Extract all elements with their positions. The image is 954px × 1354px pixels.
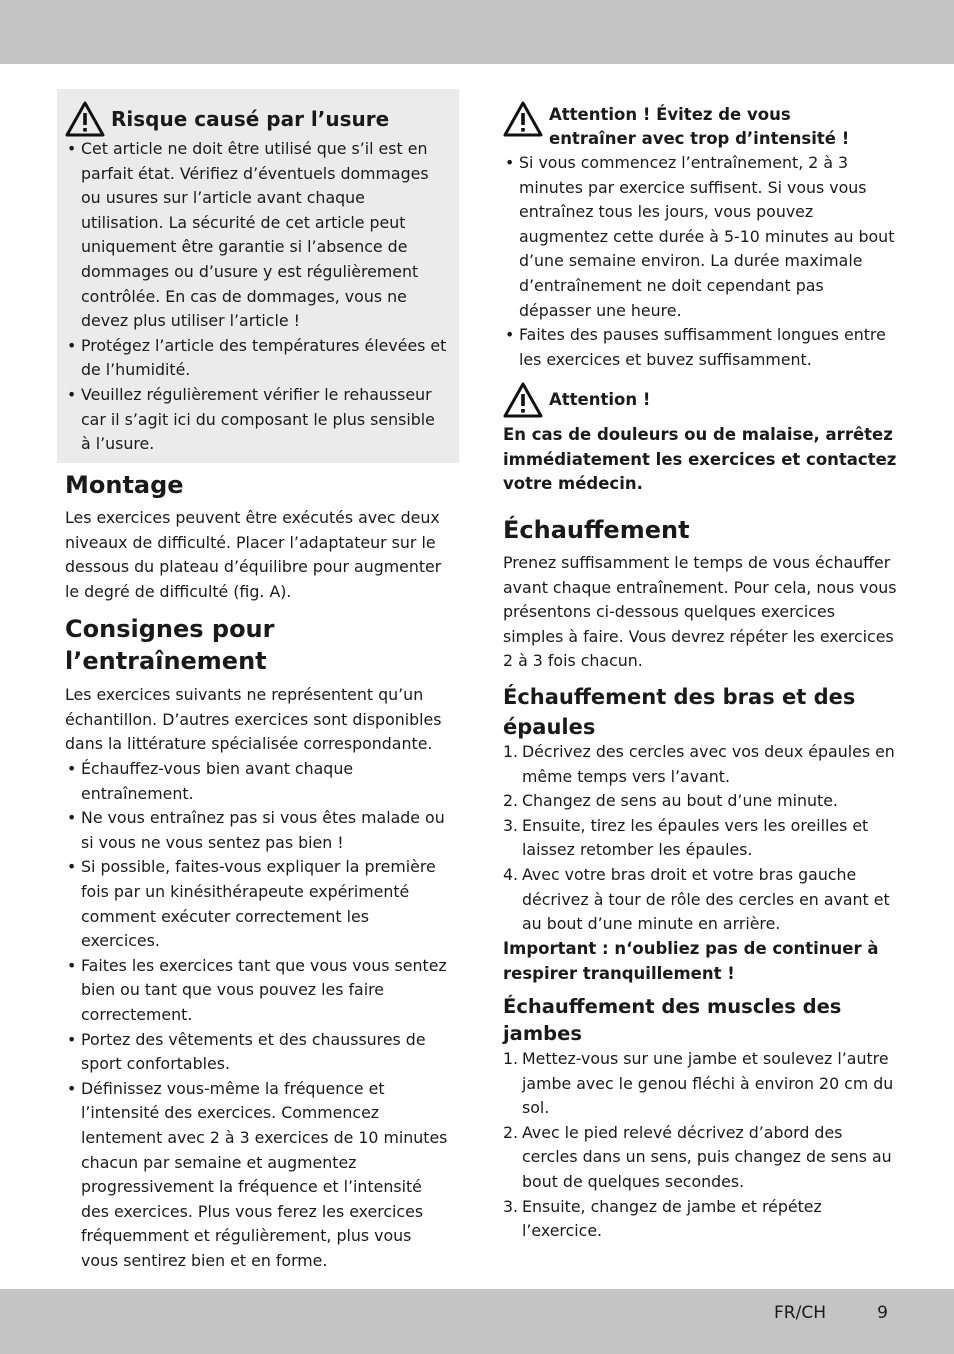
item-number: 1. bbox=[503, 1049, 519, 1068]
item-text: Mettez-vous sur une jambe et soulevez l’autre jambe avec le genou fléchi à environ 20 cm du sol. bbox=[522, 1049, 894, 1118]
training-heading: Consignes pour l’entraînement bbox=[65, 615, 275, 675]
item-number: 4. bbox=[503, 864, 519, 884]
item-text: Avec le pied relevé décrivez d’abord des cercles dans un sens, puis changez de sens au bout de quelques secondes. bbox=[522, 1122, 892, 1191]
intensity-warning-header bbox=[503, 101, 898, 151]
wear-risk-box bbox=[57, 89, 459, 463]
list-item bbox=[503, 789, 898, 814]
training-list bbox=[65, 757, 448, 1273]
training-intro: Les exercices suivants ne représentent qu’un échantillon. D’autres exercices sont disponibles dans la littérature spécialisée correspondante. bbox=[65, 685, 442, 754]
item-number: 2. bbox=[503, 791, 519, 811]
pain-warning-text: En cas de douleurs ou de malaise, arrêtez immédiatement les exercices et contactez votre médecin. bbox=[503, 425, 897, 494]
header-band bbox=[0, 0, 954, 64]
wear-risk-header bbox=[65, 101, 449, 137]
item-text: Changez de sens au bout d’une minute. bbox=[522, 791, 838, 811]
list-item: • Ne vous entraînez pas si vous êtes malade ou si vous ne vous sentez pas bien ! bbox=[65, 806, 448, 855]
list-item: • Cet article ne doit être utilisé que s’il est en parfait état. Vérifiez d’éventuels dommages ou usures sur l’article avant chaque utilisation. La sécurité de cet article peut uniquement être garantie si l’absence de dommages ou d’usure y est régulièrement contrôlée. En cas de dommages, vous ne devez plus utiliser l’article ! bbox=[65, 137, 449, 334]
item-text: Ensuite, changez de jambe et répétez l’exercice. bbox=[522, 1196, 822, 1241]
wear-risk-title: Risque causé par l’usure bbox=[111, 107, 390, 131]
footer-language: FR/CH bbox=[774, 1303, 826, 1323]
list-item bbox=[503, 1047, 898, 1121]
item-text: Ensuite, tirez les épaules vers les oreilles et laissez retomber les épaules. bbox=[522, 815, 869, 860]
list-item: • Protégez l’article des températures élevées et de l’humidité. bbox=[65, 334, 449, 383]
important-note: Important : n‘oubliez pas de continuer à respirer tranquillement ! bbox=[503, 939, 879, 983]
warning-triangle-icon bbox=[65, 101, 105, 137]
arms-list bbox=[503, 740, 898, 937]
pain-warning bbox=[503, 382, 898, 497]
pain-warning-header bbox=[503, 382, 898, 418]
item-number: 3. bbox=[503, 1196, 519, 1216]
warning-triangle-icon bbox=[503, 382, 543, 418]
list-item: • Veuillez régulièrement vérifier le rehausseur car il s’agit ici du composant le plus sensible à l’usure. bbox=[65, 383, 449, 457]
list-item bbox=[503, 863, 898, 937]
list-item bbox=[503, 1195, 898, 1244]
warmup-intro: Prenez suffisamment le temps de vous échauffer avant chaque entraînement. Pour cela, nous vous présentons ci-dessous quelques exercices simples à faire. Vous devrez répéter les exercices 2 à 3 fois chacun. bbox=[503, 553, 897, 671]
pain-warning-title: Attention ! bbox=[549, 390, 651, 409]
list-item: • Définissez vous-même la fréquence et l’intensité des exercices. Commencez lentement avec 2 à 3 exercices de 10 minutes chacun par semaine et augmentez progressivement la fréquence et l’intensité des exercices. Plus vous ferez les exercices fréquemment et régulièrement, plus vous vous sentirez bien et en forme. bbox=[65, 1077, 448, 1274]
list-item: • Portez des vêtements et des chaussures de sport confortables. bbox=[65, 1028, 448, 1077]
list-item: • Si possible, faites-vous expliquer la première fois par un kinésithérapeute expérimenté comment exécuter correctement les exercices. bbox=[65, 855, 448, 953]
item-number: 1. bbox=[503, 742, 519, 761]
legs-heading: Échauffement des muscles des jambes bbox=[503, 995, 842, 1045]
list-item: • Faites des pauses suffisamment longues entre les exercices et buvez suffisamment. bbox=[503, 323, 898, 372]
item-text: Avec votre bras droit et votre bras gauche décrivez à tour de rôle des cercles en avant et au bout d’une minute en arrière. bbox=[522, 864, 890, 934]
intensity-warning-title: Attention ! Évitez de vous entraîner avec trop d’intensité ! bbox=[549, 105, 850, 148]
item-text: Décrivez des cercles avec vos deux épaules en même temps vers l’avant. bbox=[522, 742, 895, 786]
intensity-list bbox=[503, 151, 898, 372]
list-item: • Faites les exercices tant que vous vous sentez bien ou tant que vous pouvez les faire correctement. bbox=[65, 954, 448, 1028]
item-number: 3. bbox=[503, 815, 519, 835]
list-item bbox=[503, 814, 898, 863]
legs-list bbox=[503, 1047, 898, 1244]
warning-triangle-icon bbox=[503, 101, 543, 137]
list-item bbox=[503, 740, 898, 789]
montage-text: Les exercices peuvent être exécutés avec deux niveaux de difficulté. Placer l’adaptateur sur le dessous du plateau d’équilibre pour augmenter le degré de difficulté (fig. A). bbox=[65, 508, 442, 601]
page-number: 9 bbox=[877, 1303, 888, 1323]
item-number: 2. bbox=[503, 1122, 519, 1142]
montage-heading: Montage bbox=[65, 471, 184, 499]
list-item: • Si vous commencez l’entraînement, 2 à 3 minutes par exercice suffisent. Si vous vous entraînez tous les jours, vous pouvez augmentez cette durée à 5-10 minutes au bout d’une semaine environ. La durée maximale d’entraînement ne doit cependant pas dépasser une heure. bbox=[503, 151, 898, 323]
warmup-heading: Échauffement bbox=[503, 516, 690, 544]
wear-risk-list bbox=[65, 137, 449, 457]
intensity-warning bbox=[503, 101, 898, 372]
arms-heading: Échauffement des bras et des épaules bbox=[503, 685, 856, 739]
list-item bbox=[503, 1121, 898, 1195]
list-item: • Échauffez-vous bien avant chaque entraînement. bbox=[65, 757, 448, 806]
